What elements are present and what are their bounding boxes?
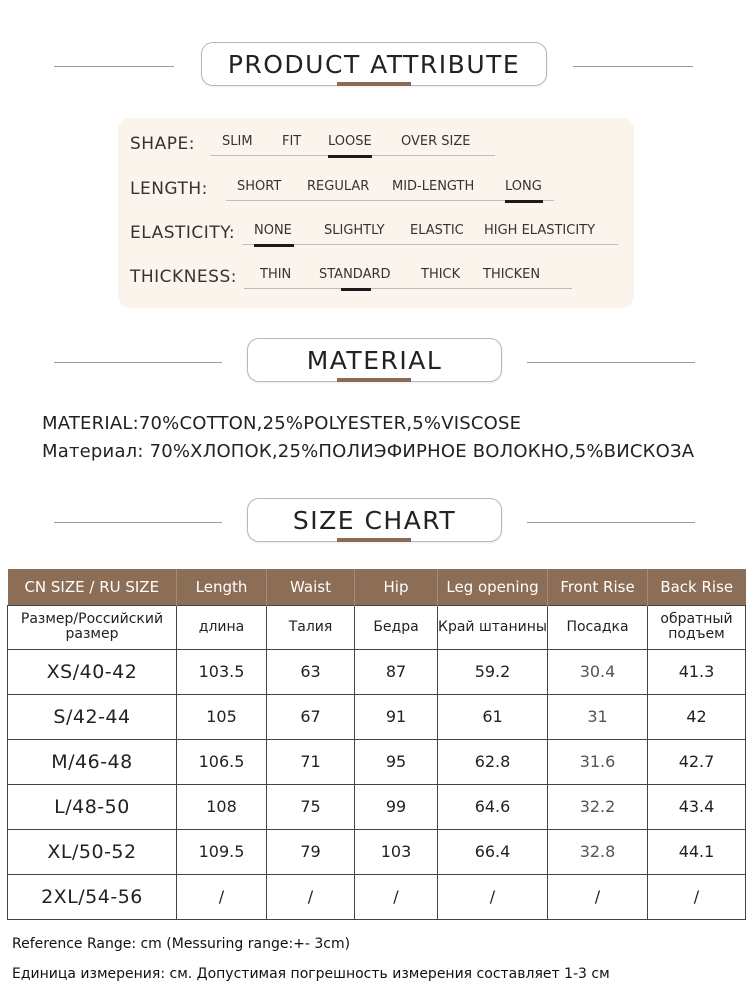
selected-marker [328,155,372,158]
table-cell: 105 [177,694,267,739]
attribute-card [118,118,634,308]
divider-left [54,362,222,363]
header-cell: Length [177,569,267,605]
table-cell: 71 [267,739,355,784]
title-underline [337,538,411,542]
size-section-header [0,498,750,548]
table-cell: 109.5 [177,829,267,874]
header-ru-cell: Размер/Российский размер [8,605,177,649]
table-cell: 62.8 [438,739,548,784]
table-cell: 64.6 [438,784,548,829]
attr-baseline [242,244,618,245]
selected-marker [341,288,371,291]
table-cell: 42 [648,694,746,739]
table-row [8,829,746,874]
table-cell: 67 [267,694,355,739]
attr-row-shape [130,130,630,160]
divider-right [527,522,695,523]
table-header-row [8,569,746,605]
size-cell: S/42-44 [8,694,177,739]
attribute-section-header [0,42,750,92]
size-cell: L/48-50 [8,784,177,829]
header-cell: Leg opening [438,569,548,605]
size-chart-table [7,569,746,920]
table-cell: 32.8 [548,829,648,874]
table-cell: 75 [267,784,355,829]
attr-option-selected: STANDARD [319,267,391,282]
selected-marker [254,244,294,247]
material-text-ru: Материал: 70%ХЛОПОК,25%ПОЛИЭФИРНОЕ ВОЛОКНО,5%ВИСКОЗА [42,441,695,462]
table-cell: 32.2 [548,784,648,829]
attr-option-selected: LONG [505,179,542,194]
table-cell: 66.4 [438,829,548,874]
table-row [8,874,746,919]
attr-option-selected: NONE [254,223,292,238]
table-cell: 41.3 [648,649,746,694]
table-cell: / [177,874,267,919]
size-cell: XS/40-42 [8,649,177,694]
attr-label: SHAPE: [130,134,195,154]
attr-row-thickness [130,263,630,293]
material-section-title: MATERIAL [247,338,502,382]
attr-label: THICKNESS: [130,267,237,287]
attr-label: ELASTICITY: [130,223,236,243]
divider-right [573,66,693,67]
attr-option: REGULAR [307,179,370,194]
attr-option: HIGH ELASTICITY [484,223,596,238]
size-cell: 2XL/54-56 [8,874,177,919]
attr-row-elasticity [130,219,630,249]
table-cell: 108 [177,784,267,829]
attr-option: SHORT [237,179,282,194]
reference-note-ru: Единица измерения: см. Допустимая погрешность измерения составляет 1-3 см [12,966,610,982]
header-ru-cell: Посадка [548,605,648,649]
table-row [8,739,746,784]
attr-option: THICKEN [483,267,541,282]
table-cell: 42.7 [648,739,746,784]
material-text-en: MATERIAL:70%COTTON,25%POLYESTER,5%VISCOSE [42,413,522,434]
table-cell: 106.5 [177,739,267,784]
header-cell: CN SIZE / RU SIZE [8,569,177,605]
table-cell: / [267,874,355,919]
table-cell: 87 [355,649,438,694]
header-ru-cell: Край штанины [438,605,548,649]
divider-right [527,362,695,363]
attribute-section-title: PRODUCT ATTRIBUTE [201,42,547,86]
attr-option: THICK [421,267,461,282]
table-cell: 79 [267,829,355,874]
attr-option: ELASTIC [410,223,464,238]
table-cell: 99 [355,784,438,829]
attr-option-selected: LOOSE [328,134,372,149]
divider-left [54,66,174,67]
table-cell: 103.5 [177,649,267,694]
material-section-header [0,338,750,388]
table-cell: 63 [267,649,355,694]
table-cell: 31.6 [548,739,648,784]
attr-option: SLIM [222,134,253,149]
title-underline [337,82,411,86]
table-cell: / [355,874,438,919]
table-cell: / [548,874,648,919]
size-cell: XL/50-52 [8,829,177,874]
table-cell: 91 [355,694,438,739]
attr-option: THIN [260,267,292,282]
table-header-ru-row [8,605,746,649]
table-row [8,649,746,694]
selected-marker [505,200,543,203]
size-section-title: SIZE CHART [247,498,502,542]
header-ru-cell: длина [177,605,267,649]
table-row [8,784,746,829]
title-underline [337,378,411,382]
header-cell: Back Rise [648,569,746,605]
table-row [8,694,746,739]
header-ru-cell: Талия [267,605,355,649]
attr-baseline [244,288,572,289]
table-cell: 43.4 [648,784,746,829]
table-cell: / [648,874,746,919]
attr-label: LENGTH: [130,179,208,199]
table-cell: / [438,874,548,919]
header-cell: Hip [355,569,438,605]
table-cell: 30.4 [548,649,648,694]
divider-left [54,522,222,523]
table-cell: 95 [355,739,438,784]
header-cell: Waist [267,569,355,605]
size-cell: M/46-48 [8,739,177,784]
attr-option: FIT [282,134,302,149]
table-cell: 103 [355,829,438,874]
header-ru-cell: обратный подъем [648,605,746,649]
table-cell: 44.1 [648,829,746,874]
attr-option: SLIGHTLY [324,223,385,238]
attr-row-length [130,175,630,205]
reference-note-en: Reference Range: cm (Messuring range:+- 3cm) [12,936,351,952]
attr-option: OVER SIZE [401,134,471,149]
table-cell: 59.2 [438,649,548,694]
table-cell: 61 [438,694,548,739]
header-cell: Front Rise [548,569,648,605]
table-cell: 31 [548,694,648,739]
header-ru-cell: Бедра [355,605,438,649]
attr-option: MID-LENGTH [392,179,475,194]
